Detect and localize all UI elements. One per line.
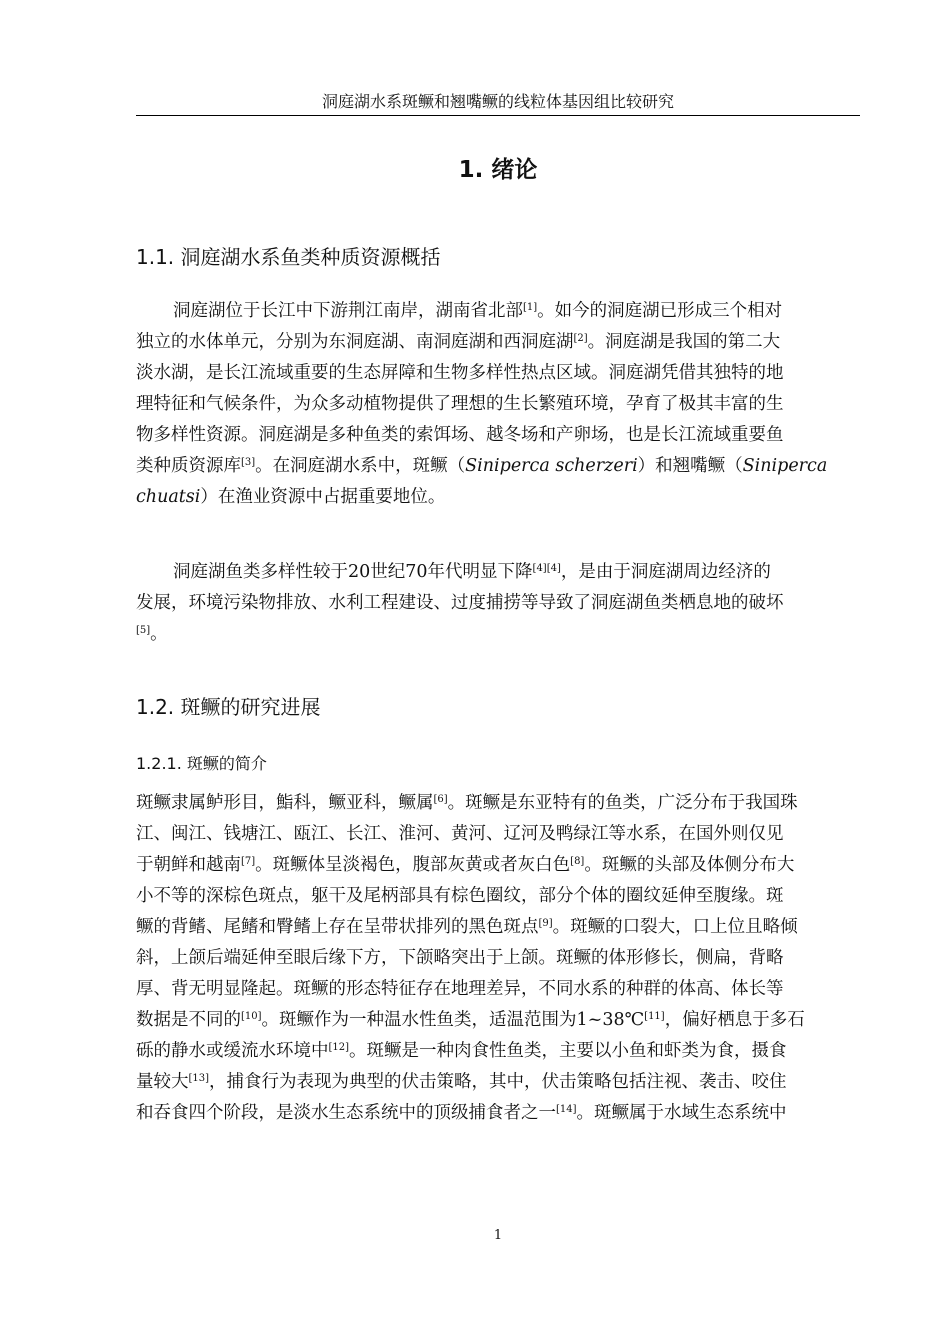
citation: [14] <box>556 1104 577 1115</box>
citation: [3] <box>241 457 256 468</box>
text-line: 鳜的背鳍、尾鳍和臀鳍上存在呈带状排列的黑色斑点[9]。斑鳜的口裂大，口上位且略倾 <box>136 917 798 937</box>
text-line: 斑鳜隶属鲈形目，鮨科，鳜亚科，鳜属[6]。斑鳜是东亚特有的鱼类，广泛分布于我国珠 <box>136 793 798 813</box>
citation: [2] <box>573 333 588 344</box>
section-1-1-title: 1.1. 洞庭湖水系鱼类种质资源概括 <box>136 245 441 269</box>
citation: [1] <box>523 302 538 313</box>
citation: [13] <box>188 1073 210 1084</box>
text-line: 淡水湖，是长江流域重要的生态屏障和生物多样性热点区域。洞庭湖凭借其独特的地 <box>136 363 784 383</box>
running-header: 洞庭湖水系斑鳜和翘嘴鳜的线粒体基因组比较研究 <box>136 91 860 116</box>
text-line: 洞庭湖位于长江中下游荆江南岸，湖南省北部[1]。如今的洞庭湖已形成三个相对 <box>173 301 783 321</box>
text-line: 于朝鲜和越南[7]。斑鳜体呈淡褐色，腹部灰黄或者灰白色[8]。斑鳜的头部及体侧分布大 <box>136 855 795 875</box>
citation: [5] <box>136 625 151 636</box>
citation: [11] <box>644 1011 665 1022</box>
section-1-2-title: 1.2. 斑鳜的研究进展 <box>136 695 321 719</box>
text-line: 洞庭湖鱼类多样性较于20世纪70年代明显下降[4][4]，是由于洞庭湖周边经济的 <box>173 562 771 582</box>
text-line: 物多样性资源。洞庭湖是多种鱼类的索饵场、越冬场和产卵场，也是长江流域重要鱼 <box>136 425 784 445</box>
text-line: 理特征和气候条件，为众多动植物提供了理想的生长繁殖环境，孕育了极其丰富的生 <box>136 394 784 414</box>
citation: [10] <box>241 1011 262 1022</box>
text-line: 发展，环境污染物排放、水利工程建设、过度捕捞等导致了洞庭湖鱼类栖息地的破坏 <box>136 593 784 613</box>
citation: [6] <box>433 794 448 805</box>
species-name: chuatsi <box>136 487 201 507</box>
citation: [7] <box>241 856 256 867</box>
text-line: 独立的水体单元，分别为东洞庭湖、南洞庭湖和西洞庭湖[2]。洞庭湖是我国的第二大 <box>136 332 781 352</box>
citation: [12] <box>328 1042 350 1053</box>
citation: [8] <box>570 856 585 867</box>
page-number: 1 <box>493 1228 503 1243</box>
text-line: 和吞食四个阶段，是淡水生态系统中的顶级捕食者之一[14]。斑鳜属于水域生态系统中 <box>136 1103 787 1123</box>
species-name: Siniperca <box>742 456 828 476</box>
citation: [4][4] <box>532 563 561 574</box>
text-line: 江、闽江、钱塘江、瓯江、长江、淮河、黄河、辽河及鸭绿江等水系，在国外则仅见 <box>136 824 784 844</box>
text-line: 厚、背无明显隆起。斑鳜的形态特征存在地理差异，不同水系的种群的体高、体长等 <box>136 979 784 999</box>
text-line: [5]。 <box>136 624 168 644</box>
species-name: Siniperca scherzeri <box>465 456 638 476</box>
chapter-title: 1. 绪论 <box>458 157 538 183</box>
section-1-2-1-title: 1.2.1. 斑鳜的简介 <box>136 754 267 773</box>
text-line: 类种质资源库[3]。在洞庭湖水系中，斑鳜（Siniperca scherzeri）和翘嘴鳜（Siniperca <box>136 456 828 476</box>
text-line: 斜，上颌后端延伸至眼后缘下方，下颌略突出于上颌。斑鳜的体形修长，侧扁，背略 <box>136 948 784 968</box>
section-1-1-paragraph-2 <box>136 557 860 650</box>
section-1-1-paragraph-1 <box>136 296 860 513</box>
section-1-2-1-paragraph <box>136 788 860 1129</box>
text-line: 砾的静水或缓流水环境中[12]。斑鳜是一种肉食性鱼类，主要以小鱼和虾类为食，摄食 <box>136 1041 787 1061</box>
text-line: chuatsi）在渔业资源中占据重要地位。 <box>136 487 446 507</box>
citation: [9] <box>538 918 553 929</box>
text-line: 小不等的深棕色斑点，躯干及尾柄部具有棕色圈纹，部分个体的圈纹延伸至腹缘。斑 <box>136 886 784 906</box>
text-line: 数据是不同的[10]。斑鳜作为一种温水性鱼类，适温范围为1~38℃[11]，偏好栖息于多石 <box>136 1010 805 1030</box>
text-line: 量较大[13]，捕食行为表现为典型的伏击策略，其中，伏击策略包括注视、袭击、咬住 <box>136 1072 787 1092</box>
